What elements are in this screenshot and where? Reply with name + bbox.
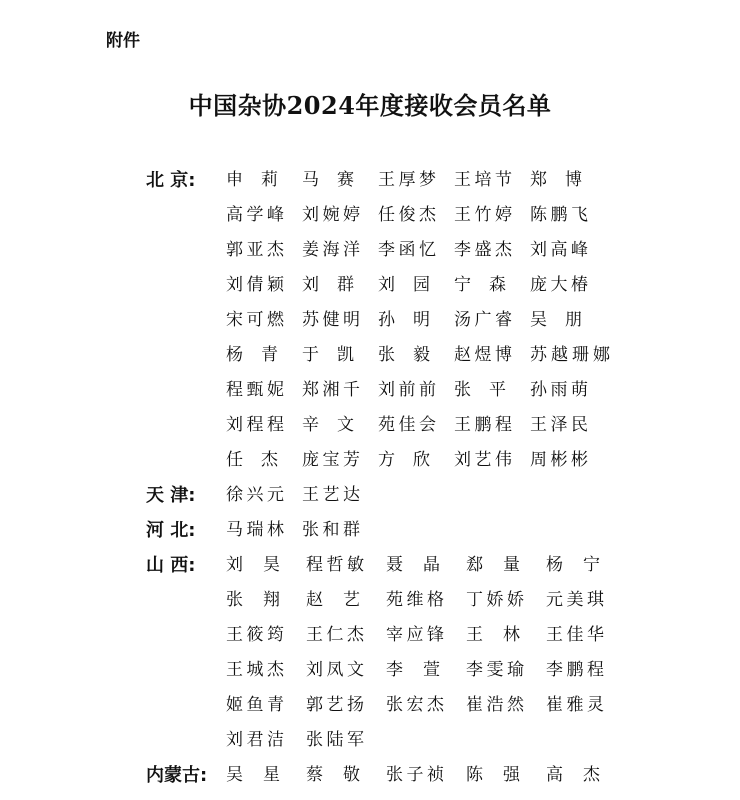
member-name: 苑佳会 (378, 415, 436, 435)
region-block (146, 758, 736, 793)
member-name: 庞宝芳 (302, 450, 360, 470)
member-name: 苏越珊娜 (530, 345, 610, 365)
region-names (226, 513, 736, 548)
region-colon: : (188, 555, 196, 576)
name-row (226, 268, 736, 303)
member-name: 于 凯 (302, 345, 354, 365)
member-name: 张宏杰 (386, 695, 444, 715)
member-name: 宰应锋 (386, 625, 444, 645)
member-name: 刘高峰 (530, 240, 588, 260)
member-name: 王 林 (466, 625, 520, 645)
member-name: 刘 园 (378, 275, 430, 295)
member-name: 任 杰 (226, 450, 278, 470)
name-row (226, 303, 736, 338)
member-name: 方 欣 (378, 450, 430, 470)
member-name: 陈 强 (466, 765, 520, 785)
member-name: 张和群 (302, 520, 360, 540)
member-name: 高 杰 (546, 765, 600, 785)
region-block (146, 478, 736, 513)
region-names (226, 163, 736, 478)
member-name: 王鹏程 (454, 415, 512, 435)
member-name: 程甄妮 (226, 380, 284, 400)
region-names (226, 758, 736, 793)
region-name: 山 西 (146, 555, 189, 576)
member-name: 赵煜博 (454, 345, 512, 365)
member-name: 张 翔 (226, 590, 280, 610)
member-name: 王泽民 (530, 415, 588, 435)
region-label (146, 758, 226, 793)
member-name: 王城杰 (226, 660, 284, 680)
member-name: 苏健明 (302, 310, 360, 330)
region-block (146, 513, 736, 548)
member-name: 陈鹏飞 (530, 205, 588, 225)
member-name: 张子祯 (386, 765, 444, 785)
name-row (226, 513, 736, 548)
member-name: 王竹婷 (454, 205, 512, 225)
attachment-label: 附件 (106, 31, 140, 51)
member-name: 刘程程 (226, 415, 284, 435)
member-name: 崔浩然 (466, 695, 524, 715)
name-row (226, 443, 736, 478)
member-name: 吴 朋 (530, 310, 582, 330)
member-name: 李鹏程 (546, 660, 604, 680)
region-label (146, 163, 226, 198)
member-name: 刘婉婷 (302, 205, 360, 225)
name-row (226, 548, 736, 583)
member-name: 马 赛 (302, 170, 354, 190)
name-row (226, 478, 736, 513)
member-name: 任俊杰 (378, 205, 436, 225)
member-name: 刘君洁 (226, 730, 284, 750)
region-colon: : (200, 765, 208, 786)
member-name: 汤广睿 (454, 310, 512, 330)
member-name: 王仁杰 (306, 625, 364, 645)
member-name: 刘艺伟 (454, 450, 512, 470)
region-colon: : (188, 485, 196, 506)
member-name: 张 平 (454, 380, 506, 400)
member-name: 孙雨萌 (530, 380, 588, 400)
member-name: 王筱筠 (226, 625, 284, 645)
member-name: 王培节 (454, 170, 512, 190)
member-name: 杨 青 (226, 345, 278, 365)
name-row (226, 618, 736, 653)
member-name: 张 毅 (378, 345, 430, 365)
name-row (226, 758, 736, 793)
member-name: 周彬彬 (530, 450, 588, 470)
member-name: 郑湘千 (302, 380, 360, 400)
member-name: 李 萱 (386, 660, 440, 680)
member-name: 吴 星 (226, 765, 280, 785)
member-name: 庞大椿 (530, 275, 588, 295)
region-label (146, 478, 226, 513)
member-name: 李雯瑜 (466, 660, 524, 680)
member-list (146, 163, 736, 793)
region-names (226, 548, 736, 758)
name-row (226, 233, 736, 268)
region-name: 天 津 (146, 485, 189, 506)
member-name: 元美琪 (546, 590, 604, 610)
member-name: 宋可燃 (226, 310, 284, 330)
region-block (146, 163, 736, 478)
member-name: 宁 森 (454, 275, 506, 295)
name-row (226, 583, 736, 618)
region-label (146, 548, 226, 583)
region-colon: : (188, 170, 196, 191)
member-name: 崔雅灵 (546, 695, 604, 715)
member-name: 蔡 敬 (306, 765, 360, 785)
member-name: 丁娇娇 (466, 590, 524, 610)
member-name: 刘 昊 (226, 555, 280, 575)
region-name: 北 京 (146, 170, 189, 191)
region-name: 内蒙古 (146, 765, 200, 786)
member-name: 刘前前 (378, 380, 436, 400)
member-name: 郭亚杰 (226, 240, 284, 260)
region-block (146, 548, 736, 758)
member-name: 王厚梦 (378, 170, 436, 190)
member-name: 张陆军 (306, 730, 364, 750)
name-row (226, 408, 736, 443)
name-row (226, 338, 736, 373)
member-name: 申 莉 (226, 170, 278, 190)
name-row (226, 373, 736, 408)
region-name: 河 北 (146, 520, 189, 541)
member-name: 徐兴元 (226, 485, 284, 505)
member-name: 杨 宁 (546, 555, 600, 575)
region-label (146, 513, 226, 548)
name-row (226, 688, 736, 723)
member-name: 李盛杰 (454, 240, 512, 260)
name-row (226, 163, 736, 198)
member-name: 高学峰 (226, 205, 284, 225)
name-row (226, 723, 736, 758)
member-name: 刘 群 (302, 275, 354, 295)
member-name: 马瑞林 (226, 520, 284, 540)
region-names (226, 478, 736, 513)
member-name: 王艺达 (302, 485, 360, 505)
member-name: 苑维格 (386, 590, 444, 610)
member-name: 李函忆 (378, 240, 436, 260)
document-title: 中国杂协2024年度接收会员名单 (188, 91, 552, 120)
member-name: 刘凤文 (306, 660, 364, 680)
member-name: 郄 量 (466, 555, 520, 575)
member-name: 聂 晶 (386, 555, 440, 575)
name-row (226, 198, 736, 233)
member-name: 郑 博 (530, 170, 582, 190)
name-row (226, 653, 736, 688)
member-name: 赵 艺 (306, 590, 360, 610)
member-name: 孙 明 (378, 310, 430, 330)
region-colon: : (188, 520, 196, 541)
member-name: 刘倩颖 (226, 275, 284, 295)
member-name: 王佳华 (546, 625, 604, 645)
member-name: 姜海洋 (302, 240, 360, 260)
member-name: 郭艺扬 (306, 695, 364, 715)
member-name: 姬鱼青 (226, 695, 284, 715)
member-name: 辛 文 (302, 415, 354, 435)
member-name: 程哲敏 (306, 555, 364, 575)
